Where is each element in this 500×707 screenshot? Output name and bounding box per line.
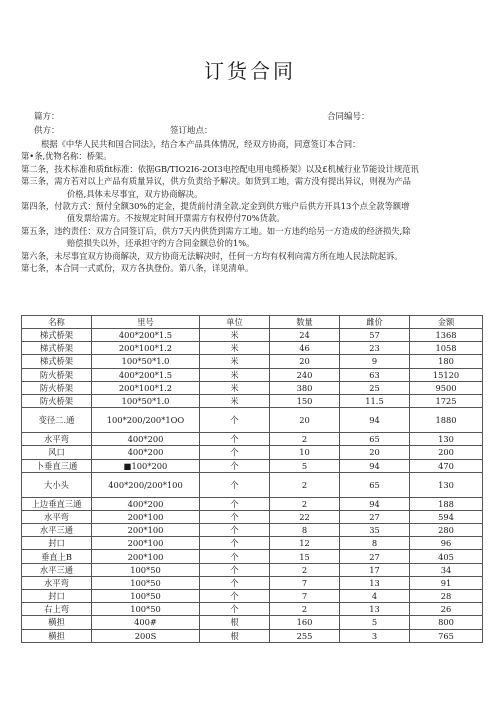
cell-quantity: 150 [270,394,340,407]
contract-clauses [21,138,483,274]
cell-amount: 405 [410,550,483,563]
cell-unit-price: 94 [340,408,410,433]
cell-unit-price: 4 [340,590,410,603]
order-items-table [21,315,483,643]
cell-quantity: 46 [270,342,340,355]
cell-model: 100*50*1.0 [92,355,200,368]
cell-amount: 188 [410,497,483,510]
cell-unit-price: 65 [340,433,410,446]
cell-amount: 594 [410,510,483,523]
cell-unit: 根 [200,629,270,642]
cell-amount: 470 [410,459,483,472]
table-row [22,497,483,510]
cell-unit: 个 [200,472,270,497]
cell-model: 100*200/200*1OO [92,408,200,433]
cell-model: 200*100 [92,510,200,523]
clause-3-continued: 价格,具体未尽事宜，双方协商解决。 [67,188,203,199]
cell-unit-price: 13 [340,603,410,616]
cell-unit: 个 [200,590,270,603]
cell-unit-price: 57 [340,329,410,342]
cell-name: 防火桥架 [22,381,92,394]
cell-name: 水平三通 [22,563,92,576]
table-row [22,537,483,550]
cell-quantity: 10 [270,446,340,459]
cell-amount: 91 [410,576,483,589]
table-row [22,510,483,523]
cell-unit-price: 8 [340,537,410,550]
cell-unit: 米 [200,394,270,407]
table-header-row [22,316,483,329]
table-row [22,355,483,368]
cell-unit-price: 23 [340,342,410,355]
cell-model: 200*100 [92,550,200,563]
table-row [22,524,483,537]
cell-unit-price: 17 [340,563,410,576]
cell-unit-price: 3 [340,629,410,642]
cell-name: 垂直上B [22,550,92,563]
cell-name: 防火桥架 [22,394,92,407]
cell-amount: 200 [410,446,483,459]
cell-name: 梯式桥架 [22,355,92,368]
clause-preamble: 根据《中华人民共和国合同法》，结合本产品具体情况，经双方协商，同意签订本合同： [41,139,361,149]
cell-unit-price: 25 [340,381,410,394]
header-model: 里号 [92,316,200,329]
cell-name: 水平弯 [22,510,92,523]
table-row [22,381,483,394]
cell-name: 封口 [22,590,92,603]
cell-amount: 130 [410,433,483,446]
cell-amount: 130 [410,472,483,497]
cell-name: 上边垂直三通 [22,497,92,510]
cell-amount: 9500 [410,381,483,394]
cell-unit: 个 [200,459,270,472]
cell-unit: 个 [200,408,270,433]
cell-quantity: 5 [270,459,340,472]
header-unit: 单位 [200,316,270,329]
clause-3: 第三条，需方若对以上产品有质量异议，供方负责给予解决。如货到工地，需方没有提出异议，则视为产品 [21,176,411,187]
cell-model: 400*200 [92,497,200,510]
cell-model: 400*200 [92,433,200,446]
cell-model: 400*200/200*100 [92,472,200,497]
cell-quantity: 2 [270,472,340,497]
cell-amount: 34 [410,563,483,576]
cell-quantity: 12 [270,537,340,550]
cell-name: 右上弯 [22,603,92,616]
cell-model: 400# [92,616,200,629]
cell-quantity: 255 [270,629,340,642]
table-row [22,394,483,407]
cell-unit: 根 [200,616,270,629]
cell-name: 梯式桥架 [22,329,92,342]
cell-unit-price: 5 [340,616,410,629]
cell-quantity: 7 [270,576,340,589]
table-row [22,368,483,381]
cell-amount: 280 [410,524,483,537]
cell-model: 100*50 [92,590,200,603]
cell-quantity: 20 [270,408,340,433]
cell-unit: 米 [200,329,270,342]
header-name: 名称 [22,316,92,329]
cell-amount: 26 [410,603,483,616]
cell-model: 200S [92,629,200,642]
cell-name: 变径二.通 [22,408,92,433]
cell-unit: 个 [200,537,270,550]
sign-place-label: 签订地点： [170,126,213,136]
cell-unit-price: 27 [340,550,410,563]
table-row [22,329,483,342]
cell-amount: 96 [410,537,483,550]
cell-amount: 180 [410,355,483,368]
cell-unit-price: 35 [340,524,410,537]
cell-unit: 个 [200,550,270,563]
cell-quantity: 8 [270,524,340,537]
cell-model: 100*50 [92,563,200,576]
cell-unit: 个 [200,576,270,589]
cell-quantity: 15 [270,550,340,563]
table-row [22,472,483,497]
cell-unit: 米 [200,368,270,381]
cell-quantity: 20 [270,355,340,368]
cell-name: 防火桥架 [22,368,92,381]
cell-name: 梯式桥架 [22,342,92,355]
cell-unit: 个 [200,497,270,510]
cell-unit: 米 [200,381,270,394]
cell-model: 100*50 [92,576,200,589]
cell-quantity: 380 [270,381,340,394]
cell-name: 横担 [22,629,92,642]
table-row [22,590,483,603]
cell-model: 200*100*1.2 [92,342,200,355]
cell-quantity: 2 [270,433,340,446]
cell-amount: 1368 [410,329,483,342]
clause-6: 第六条，未尽事宜双方协商解决，双方协商无法解决时，任何一方均有权利向需方所在地人民法院起诉。 [21,250,403,261]
document-title: 订货合同 [204,59,296,83]
table-row [22,603,483,616]
cell-model: 200*100 [92,537,200,550]
supplier-label: 供方： [34,126,60,136]
cell-unit: 个 [200,510,270,523]
clause-1: 第•条,优物名称：桥架。 [21,151,112,162]
cell-model: 400*200 [92,446,200,459]
table-row [22,433,483,446]
cell-unit: 个 [200,433,270,446]
table-row [22,342,483,355]
cell-model: ■100*200 [92,459,200,472]
cell-unit-price: 94 [340,497,410,510]
clause-7: 第七条，本合同一式贰份，双方各执登份。第八条，详见清单。 [21,263,254,274]
cell-unit-price: 9 [340,355,410,368]
cell-quantity: 240 [270,368,340,381]
cell-name: 风口 [22,446,92,459]
table-row [22,563,483,576]
cell-model: 200*100*1.2 [92,381,200,394]
cell-unit-price: 13 [340,576,410,589]
cell-model: 100*50*1.0 [92,394,200,407]
cell-unit-price: 11.5 [340,394,410,407]
cell-amount: 1880 [410,408,483,433]
cell-amount: 15120 [410,368,483,381]
cell-unit: 个 [200,524,270,537]
cell-model: 400*200*1.5 [92,329,200,342]
cell-unit: 个 [200,563,270,576]
table-row [22,408,483,433]
header-unit-price: 雌价 [340,316,410,329]
cell-name: 水平三通 [22,524,92,537]
cell-name: 水平弯 [22,433,92,446]
cell-quantity: 24 [270,329,340,342]
cell-unit-price: 94 [340,459,410,472]
clause-4: 第四条，付款方式：预付全额30%的定金，提货前付清全款.定金到供方账户后供方开具13个点全款等额增 [21,201,410,212]
cell-unit-price: 20 [340,446,410,459]
table-row [22,629,483,642]
cell-amount: 28 [410,590,483,603]
cell-name: 封口 [22,537,92,550]
cell-unit: 个 [200,603,270,616]
table-row [22,459,483,472]
cell-quantity: 2 [270,497,340,510]
cell-model: 200*100 [92,524,200,537]
cell-name: 大小头 [22,472,92,497]
clause-4-continued: 值发票给需方。不按规定时间开票需方有权停付70%货款。 [67,213,285,224]
clause-5: 第五条，违约责任：双方合同签订后，供方7天内供货到需方工地。如一方违约给另一方造成的经济损失,除 [21,225,411,236]
cell-quantity: 160 [270,616,340,629]
table-row [22,446,483,459]
cell-amount: 1725 [410,394,483,407]
cell-name: 横担 [22,616,92,629]
table-row [22,550,483,563]
cell-amount: 800 [410,616,483,629]
cell-model: 400*200*1.5 [92,368,200,381]
cell-unit: 米 [200,342,270,355]
cell-amount: 1058 [410,342,483,355]
clause-2: 第二条，技术标准和质fit标准：依据GB/TIO2I6-2OI3电控配电用电缆桥架》以及£机械行业节能设计规范讯 [21,163,419,174]
cell-quantity: 2 [270,563,340,576]
table-row [22,576,483,589]
header-quantity: 数量 [270,316,340,329]
cell-unit-price: 63 [340,368,410,381]
cell-model: 100*50 [92,603,200,616]
cell-name: 卜垂直三通 [22,459,92,472]
cell-unit-price: 65 [340,472,410,497]
cell-quantity: 22 [270,510,340,523]
cell-unit: 米 [200,355,270,368]
buyer-label: 篇方： [34,112,60,122]
cell-name: 水平弯 [22,576,92,589]
contract-number-label: 合同编号： [327,112,370,122]
clause-5-continued: 赔偿损失以外，还承担守约方合同金额总价的1%。 [67,238,255,249]
cell-amount: 765 [410,629,483,642]
cell-unit: 个 [200,446,270,459]
cell-quantity: 2 [270,603,340,616]
header-amount: 金额 [410,316,483,329]
cell-unit-price: 27 [340,510,410,523]
table-row [22,616,483,629]
cell-quantity: 7 [270,590,340,603]
